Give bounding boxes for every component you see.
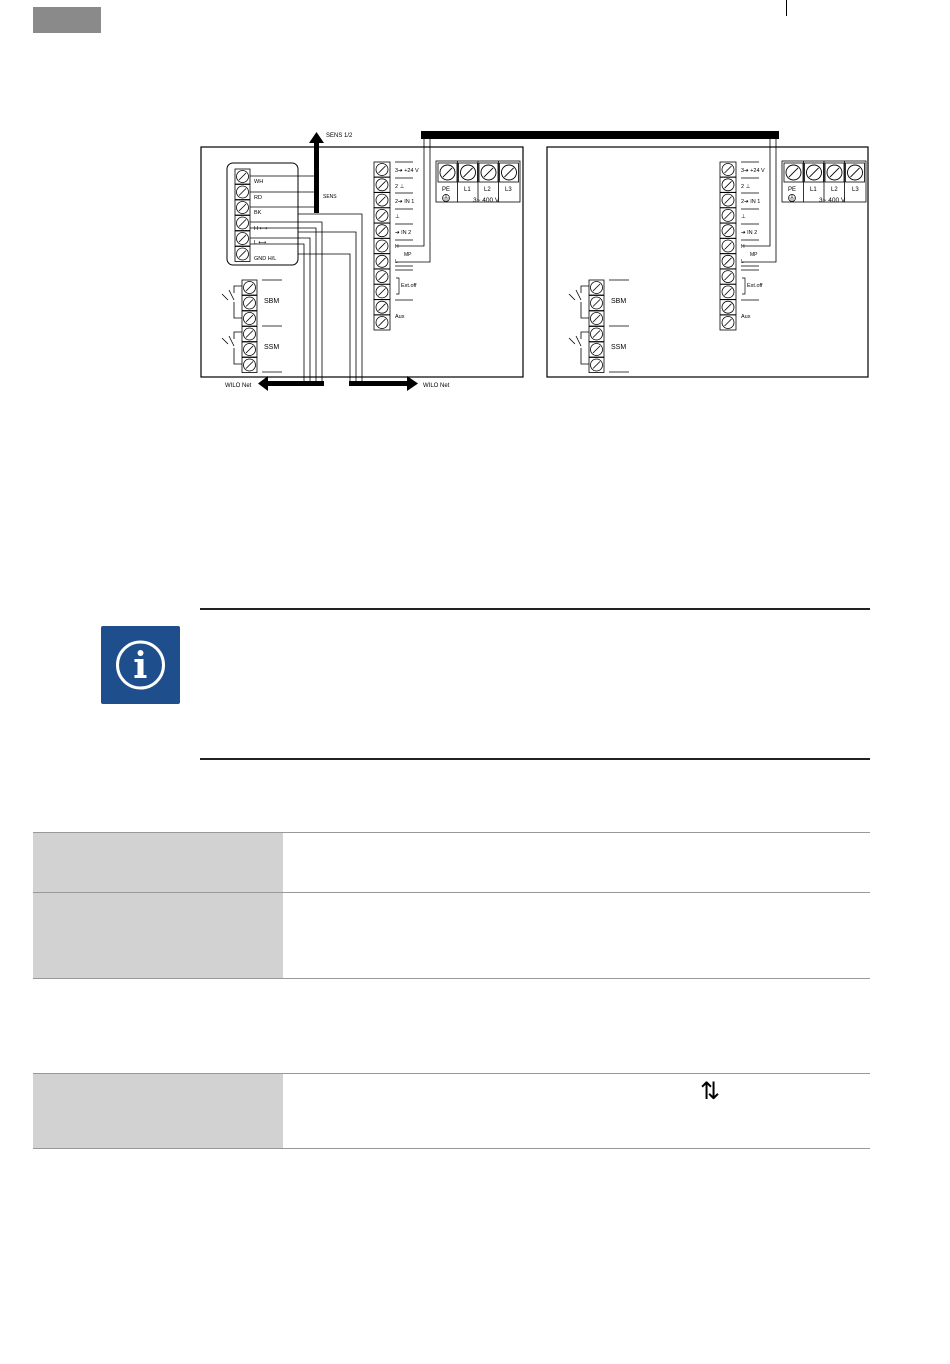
terminal-slot xyxy=(246,362,253,369)
power-l1: L1 xyxy=(464,187,471,193)
r-power-l1: L1 xyxy=(810,187,817,193)
terminal-slot xyxy=(725,197,732,204)
left-control-terminals xyxy=(374,162,390,330)
terminal-slot xyxy=(246,331,253,338)
sensor-wire-rd: RD xyxy=(254,195,262,201)
terminal-slot xyxy=(725,166,732,173)
terminal-slot xyxy=(593,300,600,307)
wiring-diagram xyxy=(0,0,950,400)
sensor-wire-wh: WH xyxy=(254,179,264,185)
terminal-slot xyxy=(725,181,732,188)
power-terminal-slot xyxy=(789,168,798,177)
power-terminal-slot xyxy=(830,168,839,177)
terminal-slot xyxy=(379,288,386,295)
r-ctrl-label-mp: MP xyxy=(750,252,758,258)
terminal-slot xyxy=(379,258,386,265)
terminal-slot xyxy=(379,273,386,280)
power-terminal-slot xyxy=(850,168,859,177)
terminal-slot xyxy=(593,362,600,369)
power-terminal-slot xyxy=(809,168,818,177)
right-unit-frame xyxy=(547,147,868,377)
terminal-slot xyxy=(239,251,246,258)
terminal-slot xyxy=(379,181,386,188)
ctrl-label-gnd2: 2 ⊥ xyxy=(395,184,405,190)
terminal-slot xyxy=(725,319,732,326)
r-ctrl-label-aux: Aux xyxy=(741,314,751,320)
r-ctrl-label-24v: 3➔ +24 V xyxy=(741,168,765,174)
r-ctrl-label-in1: 2➔ IN 1 xyxy=(741,199,761,205)
ctrl-label-24v: 3➔ +24 V xyxy=(395,168,419,174)
wilo-net-right: WILO Net xyxy=(423,383,450,389)
mp-link-bar xyxy=(421,131,779,139)
r-power-l2: L2 xyxy=(831,187,838,193)
power-l2: L2 xyxy=(484,187,491,193)
ctrl-label-gnd: ⊥ xyxy=(395,214,400,220)
terminal-slot xyxy=(593,315,600,322)
r-ctrl-label-gnd2: 2 ⊥ xyxy=(741,184,751,190)
terminal-slot xyxy=(246,346,253,353)
sens-label: SENS xyxy=(323,194,337,200)
ctrl-label-in2: ➔ IN 2 xyxy=(395,230,412,236)
power-pe: PE xyxy=(442,187,451,193)
ctrl-label-mp: MP xyxy=(404,252,412,258)
r-ctrl-label-extoff: Ext.off xyxy=(747,283,763,289)
table-bottom-rule xyxy=(33,978,870,979)
r-ctrl-label-l: L xyxy=(741,259,744,265)
r-ctrl-label-h: H xyxy=(741,244,745,250)
ctrl-label-aux: Aux xyxy=(395,314,405,320)
terminal-slot xyxy=(239,189,246,196)
terminal-slot xyxy=(725,304,732,311)
terminal-slot xyxy=(725,243,732,250)
ctrl-label-extoff: Ext.off xyxy=(401,283,417,289)
sensor-wire-gnd: GND H/L xyxy=(254,256,277,262)
power-terminal-slot xyxy=(463,168,472,177)
terminal-slot xyxy=(379,166,386,173)
voltage-label: 3~ 400 V xyxy=(473,197,500,204)
terminal-slot xyxy=(725,227,732,234)
r-relay-ssm: SSM xyxy=(611,344,627,351)
r-voltage-label: 3~ 400 V xyxy=(819,197,846,204)
wilo-net-left: WILO Net xyxy=(225,383,252,389)
table-label-cell xyxy=(33,833,283,893)
sensor-wire-l: L ⟷ xyxy=(254,240,267,246)
terminal-slot xyxy=(725,258,732,265)
terminal-slot xyxy=(725,212,732,219)
sens-out-label: SENS 1/2 xyxy=(326,133,353,139)
r-power-pe: PE xyxy=(788,187,797,193)
terminal-slot xyxy=(593,346,600,353)
relay-sbm: SBM xyxy=(264,298,280,305)
power-terminal-slot xyxy=(504,168,513,177)
terminal-slot xyxy=(379,197,386,204)
table-row xyxy=(33,1073,870,1149)
ctrl-label-in1: 2➔ IN 1 xyxy=(395,199,415,205)
terminal-slot xyxy=(239,235,246,242)
terminal-slot xyxy=(593,284,600,291)
table-row xyxy=(33,832,870,893)
terminal-slot xyxy=(239,173,246,180)
sensor-wire-bk: BK xyxy=(254,210,262,216)
r-ctrl-label-in2: ➔ IN 2 xyxy=(741,230,758,236)
right-control-terminals xyxy=(720,162,736,330)
ctrl-label-l: L xyxy=(395,259,398,265)
terminal-slot xyxy=(246,315,253,322)
power-terminal-slot xyxy=(443,168,452,177)
table-row xyxy=(33,892,870,979)
note-rule-bottom xyxy=(200,758,870,760)
terminal-slot xyxy=(725,288,732,295)
r-relay-sbm: SBM xyxy=(611,298,627,305)
terminal-slot xyxy=(725,273,732,280)
terminal-slot xyxy=(379,243,386,250)
table-label-cell xyxy=(33,1074,283,1149)
up-down-arrows-icon: ⇅ xyxy=(700,1077,721,1105)
note-rule-top xyxy=(200,608,870,610)
terminal-slot xyxy=(239,204,246,211)
table-bottom-rule xyxy=(33,1148,870,1149)
terminal-slot xyxy=(379,212,386,219)
left-relay-terminals xyxy=(242,280,257,373)
terminal-slot xyxy=(246,284,253,291)
power-terminal-slot xyxy=(484,168,493,177)
terminal-slot xyxy=(379,319,386,326)
terminal-slot xyxy=(246,300,253,307)
r-ctrl-label-gnd: ⊥ xyxy=(741,214,746,220)
right-relay-terminals xyxy=(589,280,604,373)
sensor-wire-h: H ⟷ xyxy=(254,226,268,232)
terminal-slot xyxy=(239,220,246,227)
terminal-slot xyxy=(379,227,386,234)
ctrl-label-h: H xyxy=(395,244,399,250)
power-l3: L3 xyxy=(505,187,512,193)
sensor-terminals xyxy=(235,169,250,262)
terminal-slot xyxy=(593,331,600,338)
info-icon xyxy=(101,626,180,704)
relay-ssm: SSM xyxy=(264,344,280,351)
terminal-slot xyxy=(379,304,386,311)
table-label-cell xyxy=(33,893,283,979)
r-power-l3: L3 xyxy=(852,187,859,193)
